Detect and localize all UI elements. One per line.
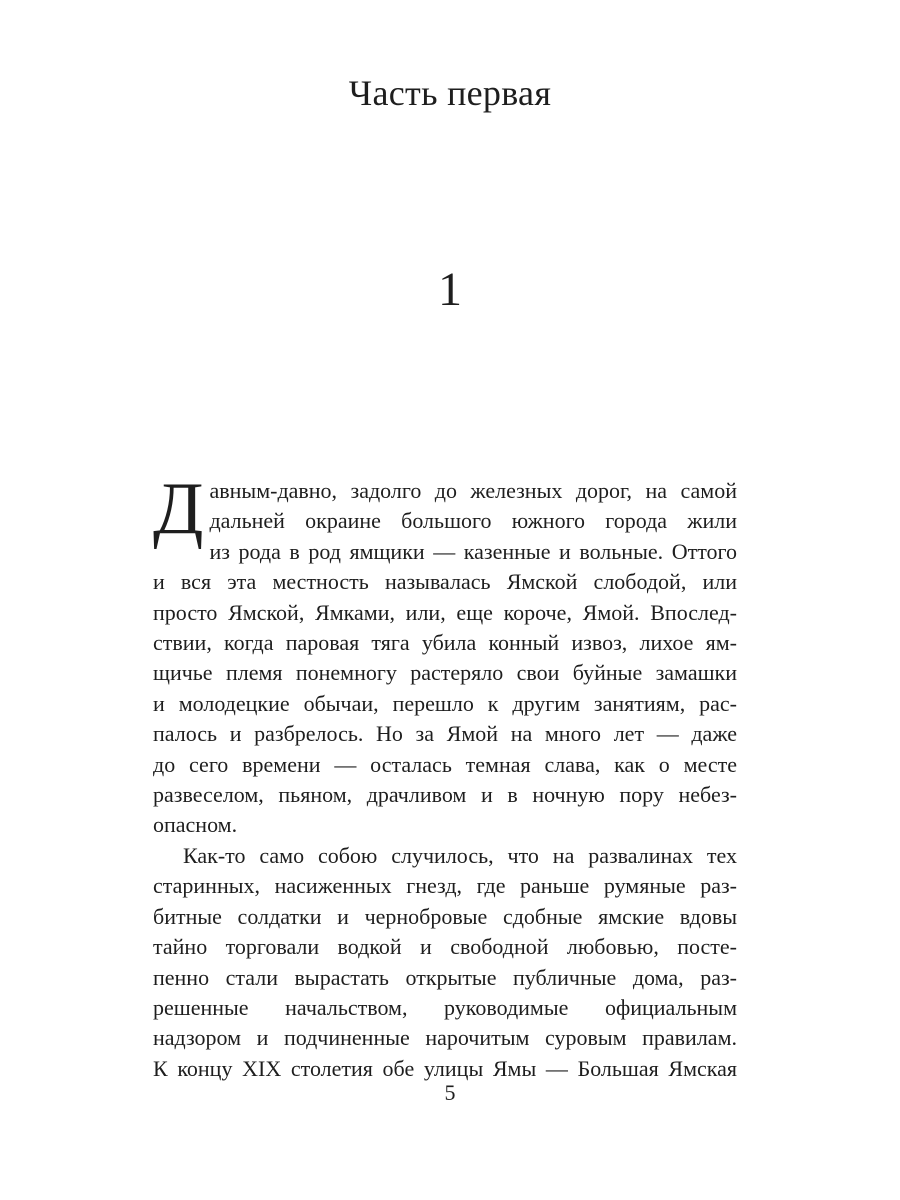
text-line: и молодецкие обычаи, перешло к другим занятиям, рас- <box>153 690 737 716</box>
text-line: К концу XIX столетия обе улицы Ямы — Большая Ямская <box>153 1055 737 1081</box>
text-line: и вся эта местность называлась Ямской слободой, или <box>153 569 737 595</box>
text-line: авным-давно, задолго до железных дорог, на самой <box>209 478 737 503</box>
paragraph-2 <box>153 841 737 1084</box>
text-line: щичье племя понемногу растеряло свои буйные замашки <box>153 660 737 686</box>
chapter-number: 1 <box>438 263 462 316</box>
text-line: надзором и подчиненные нарочитым суровым правилам. <box>153 1025 737 1051</box>
text-line: ствии, когда паровая тяга убила конный извоз, лихое ям- <box>153 630 737 656</box>
text-line: дальней окраине большого южного города жили <box>209 508 737 534</box>
text-line: до сего времени — осталась темная слава, как о месте <box>153 751 737 777</box>
text-line: опасном. <box>153 812 238 838</box>
text-line: старинных, насиженных гнезд, где раньше румяные раз- <box>153 873 737 899</box>
text-line: решенные начальством, руководимые официальным <box>153 994 737 1020</box>
text-line: развеселом, пьяном, драчливом и в ночную пору небез- <box>153 782 737 808</box>
text-line: просто Ямской, Ямками, или, еще короче, Ямой. Впослед- <box>153 599 737 625</box>
text-line: палось и разбрелось. Но за Ямой на много лет — даже <box>153 721 737 747</box>
text-line: из рода в род ямщики — казенные и вольные. Оттого <box>209 538 737 564</box>
page-number: 5 <box>444 1080 456 1105</box>
text-line: пенно стали вырастать открытые публичные дома, раз- <box>153 964 737 990</box>
body-text <box>153 468 737 1084</box>
text-line: битные солдатки и чернобровые сдобные ямские вдовы <box>153 903 737 929</box>
text-line: Как-то само собою случилось, что на развалинах тех <box>183 842 737 868</box>
part-title: Часть первая <box>348 73 552 113</box>
text-line: тайно торговали водкой и свободной любовью, посте- <box>153 934 737 960</box>
drop-cap: Д <box>153 468 204 550</box>
paragraph-1 <box>153 468 737 841</box>
